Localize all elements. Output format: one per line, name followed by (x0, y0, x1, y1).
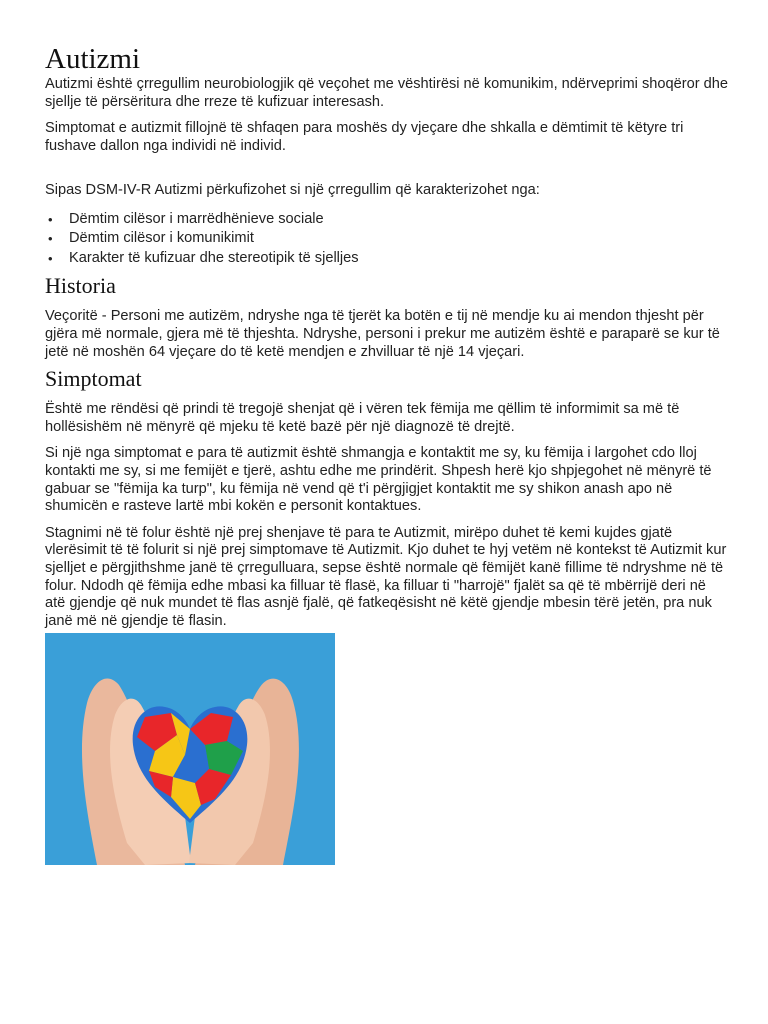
list-item: • Dëmtim cilësor i marrëdhënieve sociale (69, 210, 730, 230)
list-item: • Dëmtim cilësor i komunikimit (69, 229, 730, 249)
symptoms-paragraph: Stagnimi në të folur është një prej shenjave të para te Autizmit, mirëpo duhet të kemi kujdes gjatë vlerësimit të të folurit si një prej simptomave të Autizmit. Kjo duhet te hyj vetëm në kontekst të Autizmit kur sjelljet e përgjithshme janë të çrregulluara, sepse është normale që fëmijët kanë fillime të ndryshme në të folur. Ndodh që fëmija edhe mbasi ka filluar të flasë, ka filluar ti "harrojë" fjalët sa që të mbërrijë deri në atë gjendje që nuk mundet të flas asnjë fjalë, që fatkeqësisht në këtë gjendje mbesin tërë jetën, pra nuk janë më në gjendje të flasin. (45, 524, 727, 629)
symptoms-paragraph: Është me rëndësi që prindi të tregojë shenjat që i vëren tek fëmija me qëllim të informimit sa më të hollësishëm në mënyrë që mjeku të ketë bazë për një diagnozë të drejtë. (45, 401, 680, 435)
document-page (45, 42, 730, 630)
intro-paragraph: Sipas DSM-IV-R Autizmi përkufizohet si një çrregullim që karakterizohet nga: (45, 182, 540, 199)
section-heading-history: Historia (45, 273, 116, 299)
intro-paragraph: Autizmi është çrregullim neurobiologjik që veçohet me vështirësi në komunikim, ndërveprimi shoqëror dhe sjellje të përsëritura dhe rreze të kufizuar interesash. (45, 76, 728, 110)
symptoms-paragraph: Si një nga simptomat e para të autizmit është shmangja e kontaktit me sy, ku fëmija i largohet cdo lloj kontakti me sy, si me femijët e tjerë, ashtu edhe me prindërit. Shpesh herë kjo shpjegohet në mënyrë të gabuar se "fëmija ka turp", ku fëmija në vend që t'i përgjigjet kontaktit me sy shikon anash apo në shumicën e rasteve lartë mbi kokën e personit kontaktues. (45, 445, 712, 515)
list-item: • Karakter të kufizuar dhe stereotipik të sjelljes (69, 249, 730, 269)
history-paragraph: Veçoritë - Personi me autizëm, ndryshe nga të tjerët ka botën e tij në mendje ku ai mendon thjesht për gjëra më normale, gjera më të thjeshta. Ndryshe, personi i prekur me autizëm është e paraparë se kur të jetë në moshën 64 vjeçare do të ketë mendjen e zhvilluar të një 14 vjeçari. (45, 308, 720, 360)
page-title: Autizmi (45, 43, 141, 75)
criteria-list (45, 210, 730, 269)
puzzle-heart-in-hands-photo (45, 633, 335, 865)
section-heading-symptoms: Simptomat (45, 366, 142, 392)
intro-paragraph: Simptomat e autizmit fillojnë të shfaqen para moshës dy vjeçare dhe shkalla e dëmtimit të këtyre tri fushave dallon nga individi në individ. (45, 120, 684, 154)
